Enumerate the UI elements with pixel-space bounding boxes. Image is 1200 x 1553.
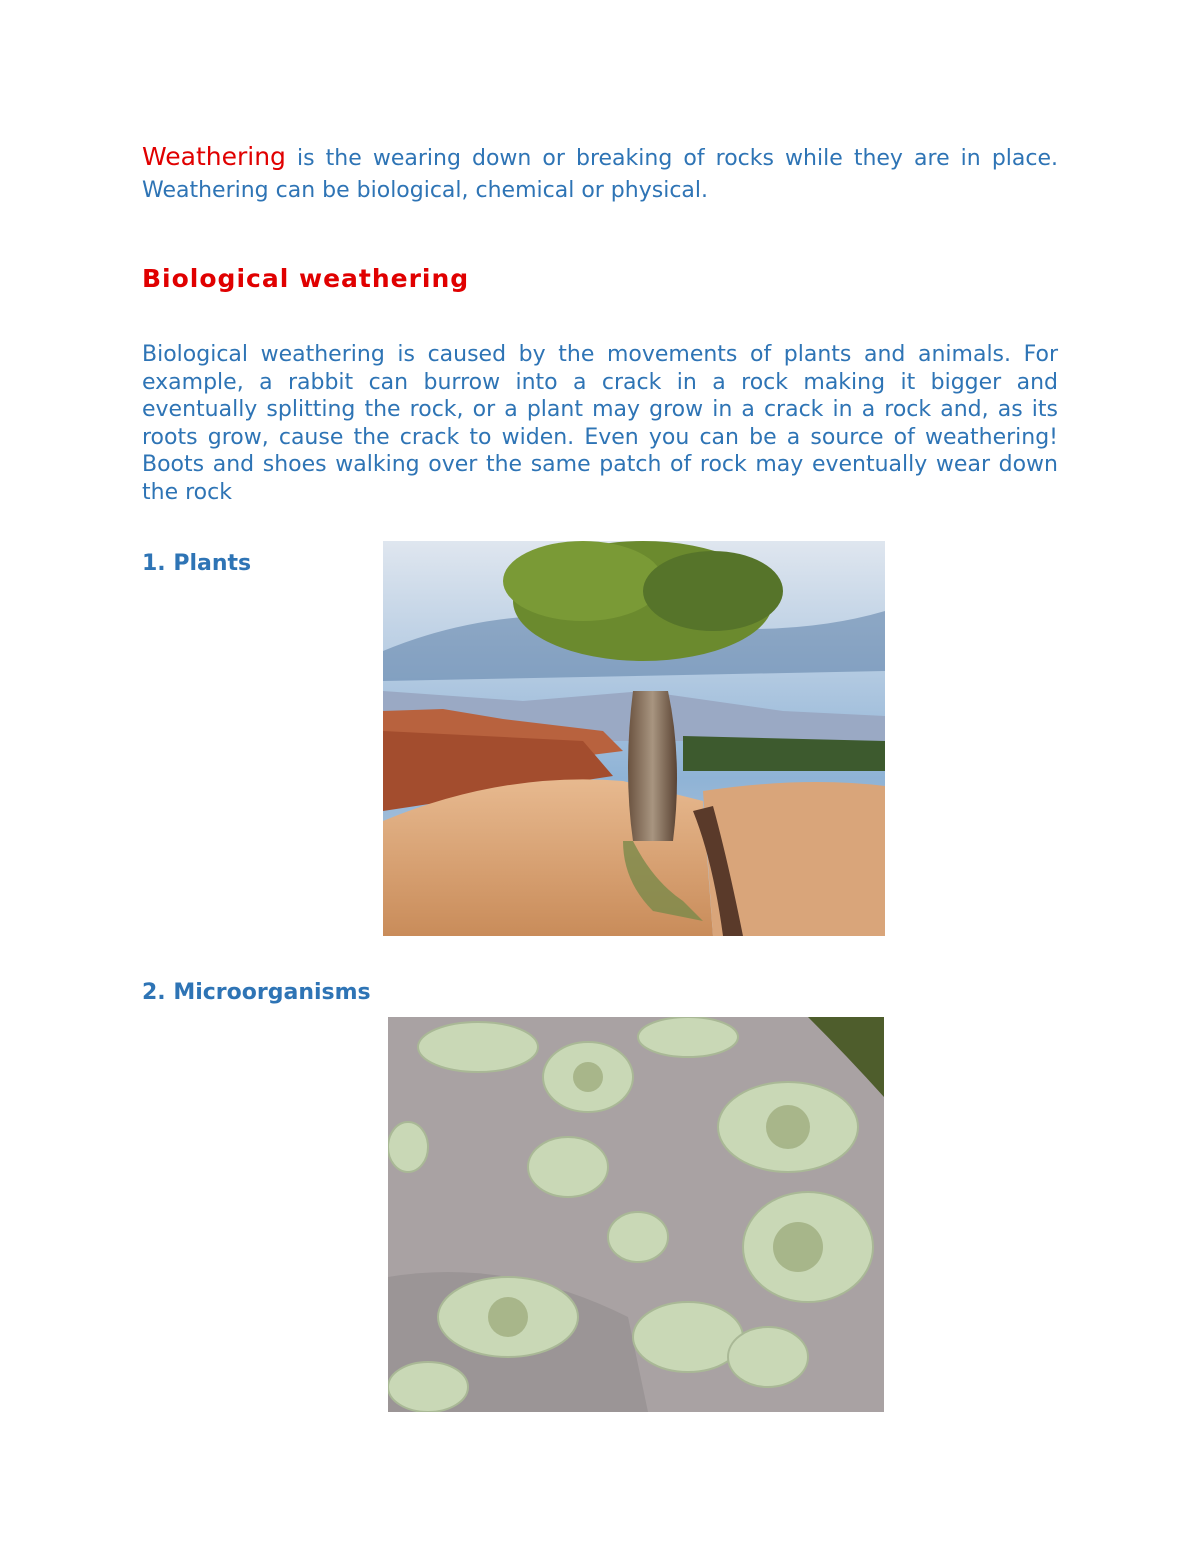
- intro-paragraph: [142, 141, 1058, 207]
- intro-term: Weathering: [142, 142, 286, 171]
- section-paragraph: Biological weathering is caused by the movements of plants and animals. For example, a rabbit can burrow into a crack in a rock making it bigger and eventually splitting the rock, or a plant may grow in a crack in a rock and, as its roots grow, cause the crack to widen. Even you can be a source of weathering! Boots and shoes walking over the same patch of rock may eventually wear down the rock: [142, 342, 1058, 505]
- intro-text: is the wearing down or breaking of rocks while they are in place. Weathering can be biological, chemical or physical.: [142, 146, 1058, 203]
- section-title: Biological weathering: [142, 264, 470, 293]
- lichen-on-rock-photo: [388, 1017, 884, 1412]
- item-label-microorganisms: 2. Microorganisms: [142, 980, 371, 1005]
- tree-in-rock-crack-photo: [383, 541, 885, 936]
- item-label-plants: 1. Plants: [142, 551, 252, 576]
